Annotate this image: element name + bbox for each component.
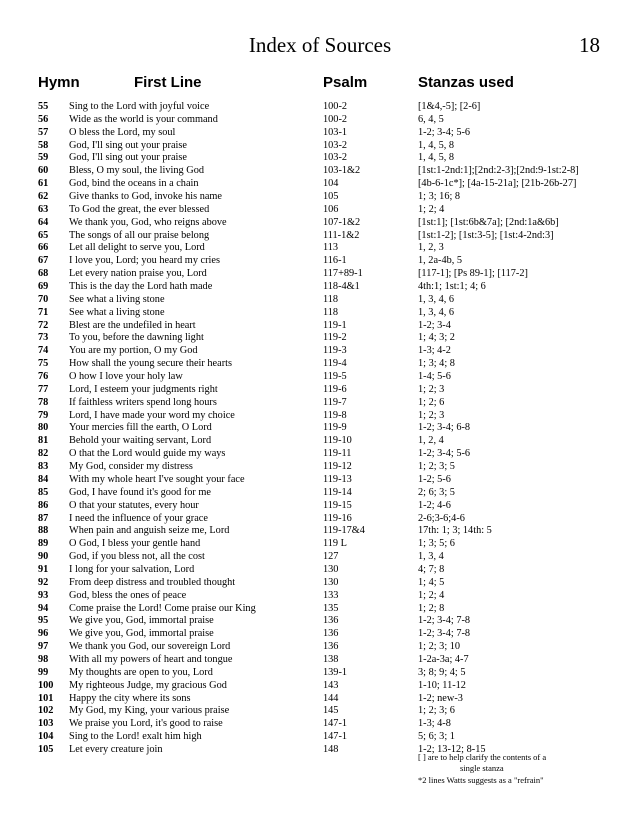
psalm-ref: 119-14	[323, 486, 352, 498]
table-row	[0, 165, 640, 178]
hymn-number: 68	[38, 268, 49, 280]
table-row	[0, 513, 640, 526]
psalm-ref: 103-2	[323, 152, 348, 164]
psalm-ref: 147-1	[323, 731, 348, 743]
first-line: I long for your salvation, Lord	[69, 563, 195, 575]
first-line: With all my powers of heart and tongue	[69, 653, 233, 665]
hymn-number: 70	[38, 293, 49, 305]
hymn-number: 101	[38, 692, 54, 704]
first-line: God, I'll sing out your praise	[69, 139, 187, 151]
table-row	[0, 461, 640, 474]
stanzas-used: 1-2; 3-4	[418, 319, 451, 331]
first-line: God, I have found it's good for me	[69, 486, 211, 498]
table-row	[0, 332, 640, 345]
table-row	[0, 487, 640, 500]
psalm-ref: 119-11	[323, 448, 352, 460]
table-row	[0, 435, 640, 448]
hymn-number: 97	[38, 641, 49, 653]
psalm-ref: 145	[323, 705, 339, 717]
first-line: To God the great, the ever blessed	[69, 203, 210, 215]
psalm-ref: 119-7	[323, 396, 347, 408]
table-row	[0, 101, 640, 114]
first-line: I love you, Lord; you heard my cries	[69, 255, 220, 267]
stanzas-used: 1-2a-3a; 4-7	[418, 653, 469, 665]
table-row	[0, 500, 640, 513]
psalm-ref: 119-10	[323, 435, 352, 447]
stanzas-used: 1; 2; 8	[418, 602, 445, 614]
index-table	[0, 101, 640, 757]
table-row	[0, 230, 640, 243]
table-row	[0, 654, 640, 667]
first-line: O that the Lord would guide my ways	[69, 448, 226, 460]
psalm-ref: 119-4	[323, 358, 347, 370]
first-line: My God, my King, your various praise	[69, 705, 230, 717]
first-line: From deep distress and troubled thought	[69, 576, 236, 588]
first-line: Give thanks to God, invoke his name	[69, 191, 223, 203]
psalm-ref: 119-12	[323, 461, 352, 473]
psalm-ref: 148	[323, 743, 339, 755]
stanzas-used: [4b-6-1c*]; [4a-15-21a]; [21b-26b-27]	[418, 178, 577, 190]
first-line: Lord, I have made your word my choice	[69, 409, 235, 421]
stanzas-used: [1st:1-2]; [1st:3-5]; [1st:4-2nd:3]	[418, 229, 554, 241]
psalm-ref: 136	[323, 628, 339, 640]
first-line: My righteous Judge, my gracious God	[69, 679, 227, 691]
first-line: God, bind the oceans in a chain	[69, 178, 199, 190]
stanzas-used: 4th:1; 1st:1; 4; 6	[418, 281, 486, 293]
stanzas-used: 1, 3, 4	[418, 551, 444, 563]
hymn-number: 100	[38, 679, 54, 691]
stanzas-used: 1; 3; 5; 6	[418, 538, 455, 550]
hymn-number: 99	[38, 666, 49, 678]
hymn-number: 62	[38, 191, 49, 203]
psalm-ref: 100-2	[323, 113, 348, 125]
table-row	[0, 152, 640, 165]
table-row	[0, 693, 640, 706]
first-line: With my whole heart I've sought your face	[69, 473, 245, 485]
stanzas-used: 1, 4, 5, 8	[418, 152, 455, 164]
psalm-ref: 127	[323, 551, 339, 563]
hymn-number: 104	[38, 731, 54, 743]
stanzas-used: 1-2; new-3	[418, 692, 463, 704]
hymn-number: 64	[38, 216, 49, 228]
first-line: If faithless writers spend long hours	[69, 396, 217, 408]
first-line: Let every nation praise you, Lord	[69, 268, 207, 280]
first-line: Bless, O my soul, the living God	[69, 165, 205, 177]
psalm-ref: 118	[323, 306, 339, 318]
table-row	[0, 384, 640, 397]
first-line: The songs of all our praise belong	[69, 229, 210, 241]
psalm-ref: 119-17&4	[323, 525, 365, 537]
psalm-ref: 119-3	[323, 345, 347, 357]
first-line: O God, I bless your gentle hand	[69, 538, 201, 550]
first-line: We give you, God, immortal praise	[69, 628, 214, 640]
stanzas-used: [117-1]; [Ps 89-1]; [117-2]	[418, 268, 528, 280]
psalm-ref: 105	[323, 191, 339, 203]
stanzas-used: 2; 6; 3; 5	[418, 486, 455, 498]
psalm-ref: 119-8	[323, 409, 347, 421]
hymn-number: 59	[38, 152, 49, 164]
table-row	[0, 525, 640, 538]
stanzas-used: 4; 7; 8	[418, 563, 445, 575]
psalm-ref: 133	[323, 589, 339, 601]
first-line: Sing to the Lord with joyful voice	[69, 101, 210, 112]
hymn-number: 85	[38, 486, 49, 498]
table-row	[0, 680, 640, 693]
stanzas-used: 1, 2, 3	[418, 242, 444, 254]
column-header-stanzas: Stanzas used	[418, 74, 514, 91]
hymn-number: 67	[38, 255, 49, 267]
stanzas-used: 1; 3; 4; 8	[418, 358, 455, 370]
table-row	[0, 577, 640, 590]
psalm-ref: 119-1	[323, 319, 347, 331]
hymn-number: 92	[38, 576, 49, 588]
stanzas-used: 1, 2, 4	[418, 435, 444, 447]
stanzas-used: 1; 2; 4	[418, 589, 445, 601]
stanzas-used: 1; 2; 3; 6	[418, 705, 455, 717]
psalm-ref: 144	[323, 692, 339, 704]
psalm-ref: 118	[323, 293, 339, 305]
first-line: Your mercies fill the earth, O Lord	[69, 422, 212, 434]
table-row	[0, 641, 640, 654]
stanzas-used: 1; 3; 16; 8	[418, 191, 461, 203]
stanzas-used: 3; 8; 9; 4; 5	[418, 666, 466, 678]
stanzas-used: [1st:1-2nd:1];[2nd:2-3];[2nd:9-1st:2-8]	[418, 165, 579, 177]
hymn-number: 89	[38, 538, 49, 550]
first-line: Let all delight to serve you, Lord	[69, 242, 205, 254]
table-row	[0, 448, 640, 461]
hymn-number: 93	[38, 589, 49, 601]
stanzas-used: 1-2; 3-4; 5-6	[418, 448, 471, 460]
first-line: God, I'll sing out your praise	[69, 152, 187, 164]
column-header-first-line: First Line	[134, 74, 202, 91]
first-line: Wide as the world is your command	[69, 113, 218, 125]
table-row	[0, 371, 640, 384]
table-row	[0, 731, 640, 744]
psalm-ref: 119-13	[323, 473, 352, 485]
hymn-number: 87	[38, 512, 49, 524]
hymn-number: 96	[38, 628, 49, 640]
table-row	[0, 358, 640, 371]
stanzas-used: 1, 2a-4b, 5	[418, 255, 463, 267]
psalm-ref: 104	[323, 178, 339, 190]
table-row	[0, 667, 640, 680]
psalm-ref: 143	[323, 679, 339, 691]
psalm-ref: 116-1	[323, 255, 347, 267]
first-line: We praise you Lord, it's good to raise	[69, 718, 223, 730]
psalm-ref: 119-15	[323, 499, 352, 511]
hymn-number: 76	[38, 371, 49, 383]
psalm-ref: 103-2	[323, 139, 348, 151]
psalm-ref: 107-1&2	[323, 216, 361, 228]
table-row	[0, 268, 640, 281]
psalm-ref: 119-5	[323, 371, 347, 383]
stanzas-used: 1-4; 5-6	[418, 371, 451, 383]
first-line: Come praise the Lord! Come praise our King	[69, 602, 256, 614]
psalm-ref: 147-1	[323, 718, 348, 730]
stanzas-used: [1st:1]; [1st:6b&7a]; [2nd:1a&6b]	[418, 216, 559, 228]
hymn-number: 75	[38, 358, 49, 370]
first-line: Lord, I esteem your judgments right	[69, 383, 218, 395]
first-line: How shall the young secure their hearts	[69, 358, 232, 370]
hymn-number: 65	[38, 229, 49, 241]
psalm-ref: 103-1&2	[323, 165, 361, 177]
psalm-ref: 113	[323, 242, 339, 254]
first-line: This is the day the Lord hath made	[69, 281, 213, 293]
table-row	[0, 564, 640, 577]
first-line: Blest are the undefiled in heart	[69, 319, 196, 331]
table-row	[0, 345, 640, 358]
table-row	[0, 410, 640, 423]
hymn-number: 73	[38, 332, 49, 344]
first-line: God, if you bless not, all the cost	[69, 551, 205, 563]
stanzas-used: 1-3; 4-2	[418, 345, 451, 357]
stanzas-used: 1; 2; 3; 10	[418, 641, 461, 653]
footnote-brackets: [ ] are to help clarify the contents of a	[418, 752, 547, 762]
table-row	[0, 705, 640, 718]
first-line: We thank you God, our sovereign Lord	[69, 641, 231, 653]
stanzas-used: 17th: 1; 3; 14th: 5	[418, 525, 492, 537]
table-row	[0, 255, 640, 268]
table-row	[0, 281, 640, 294]
stanzas-used: 6, 4, 5	[418, 113, 444, 125]
hymn-number: 103	[38, 718, 54, 730]
first-line: See what a living stone	[69, 306, 165, 318]
table-row	[0, 422, 640, 435]
hymn-number: 98	[38, 653, 49, 665]
psalm-ref: 117+89-1	[323, 268, 363, 280]
hymn-number: 83	[38, 461, 49, 473]
table-row	[0, 204, 640, 217]
stanzas-used: 1, 3, 4, 6	[418, 306, 455, 318]
hymn-number: 91	[38, 563, 49, 575]
stanzas-used: 1; 4; 3; 2	[418, 332, 455, 344]
first-line: O bless the Lord, my soul	[69, 126, 176, 138]
hymn-number: 72	[38, 319, 49, 331]
hymn-number: 63	[38, 203, 49, 215]
first-line: My thoughts are open to you, Lord	[69, 666, 213, 678]
stanzas-used: 1-2; 3-4; 7-8	[418, 628, 471, 640]
stanzas-used: 1; 2; 3; 5	[418, 461, 455, 473]
table-row	[0, 397, 640, 410]
stanzas-used: 1; 2; 6	[418, 396, 445, 408]
first-line: Let every creature join	[69, 743, 163, 755]
stanzas-used: 1-2; 3-4; 5-6	[418, 126, 471, 138]
page-title: Index of Sources	[248, 33, 392, 57]
table-row	[0, 538, 640, 551]
psalm-ref: 119-2	[323, 332, 347, 344]
psalm-ref: 136	[323, 641, 339, 653]
footnote-brackets-cont: single stanza	[460, 763, 504, 773]
table-row	[0, 242, 640, 255]
first-line: I need the influence of your grace	[69, 512, 208, 524]
psalm-ref: 135	[323, 602, 339, 614]
hymn-number: 102	[38, 705, 54, 717]
table-row	[0, 127, 640, 140]
table-row	[0, 603, 640, 616]
table-row	[0, 114, 640, 127]
first-line: Happy the city where its sons	[69, 692, 191, 704]
psalm-ref: 136	[323, 615, 339, 627]
stanzas-used: 1; 2; 4	[418, 203, 445, 215]
stanzas-used: 1; 4; 5	[418, 576, 445, 588]
hymn-number: 61	[38, 178, 49, 190]
hymn-number: 81	[38, 435, 49, 447]
hymn-number: 80	[38, 422, 49, 434]
hymn-number: 77	[38, 383, 49, 395]
hymn-number: 78	[38, 396, 49, 408]
hymn-number: 60	[38, 165, 49, 177]
hymn-number: 82	[38, 448, 49, 460]
stanzas-used: 1; 2; 3	[418, 409, 445, 421]
psalm-ref: 119 L	[323, 538, 347, 550]
hymn-number: 58	[38, 139, 49, 151]
table-row	[0, 140, 640, 153]
hymn-number: 79	[38, 409, 49, 421]
hymn-number: 88	[38, 525, 49, 537]
psalm-ref: 130	[323, 563, 339, 575]
table-row	[0, 294, 640, 307]
hymn-number: 95	[38, 615, 49, 627]
first-line: My God, consider my distress	[69, 461, 193, 473]
hymn-number: 90	[38, 551, 49, 563]
table-row	[0, 615, 640, 628]
psalm-ref: 103-1	[323, 126, 348, 138]
table-row	[0, 474, 640, 487]
table-row	[0, 191, 640, 204]
hymn-number: 57	[38, 126, 49, 138]
psalm-ref: 119-16	[323, 512, 352, 524]
psalm-ref: 106	[323, 203, 339, 215]
psalm-ref: 119-9	[323, 422, 347, 434]
hymn-number: 84	[38, 473, 49, 485]
table-row	[0, 217, 640, 230]
table-row	[0, 551, 640, 564]
first-line: Behold your waiting servant, Lord	[69, 435, 212, 447]
column-header-hymn: Hymn	[38, 74, 80, 91]
stanzas-used: [1&4,-5]; [2-6]	[418, 101, 481, 112]
psalm-ref: 130	[323, 576, 339, 588]
stanzas-used: 1-2; 5-6	[418, 473, 451, 485]
stanzas-used: 1-10; 11-12	[418, 679, 466, 691]
first-line: God, bless the ones of peace	[69, 589, 187, 601]
psalm-ref: 119-6	[323, 383, 347, 395]
hymn-number: 94	[38, 602, 49, 614]
psalm-ref: 139-1	[323, 666, 348, 678]
first-line: Sing to the Lord! exalt him high	[69, 731, 202, 743]
first-line: To you, before the dawning light	[69, 332, 204, 344]
hymn-number: 66	[38, 242, 49, 254]
hymn-number: 56	[38, 113, 49, 125]
hymn-number: 105	[38, 743, 54, 755]
table-row	[0, 590, 640, 603]
stanzas-used: 1-2; 13-12; 8-15	[418, 743, 486, 755]
table-row	[0, 718, 640, 731]
table-row	[0, 178, 640, 191]
stanzas-used: 1; 2; 3	[418, 383, 445, 395]
hymn-number: 55	[38, 101, 49, 112]
stanzas-used: 1, 4, 5, 8	[418, 139, 455, 151]
table-row	[0, 320, 640, 333]
stanzas-used: 1-2; 3-4; 6-8	[418, 422, 471, 434]
first-line: We give you, God, immortal praise	[69, 615, 214, 627]
table-row	[0, 628, 640, 641]
stanzas-used: 1, 3, 4, 6	[418, 293, 455, 305]
first-line: See what a living stone	[69, 293, 165, 305]
psalm-ref: 100-2	[323, 101, 348, 112]
first-line: When pain and anguish seize me, Lord	[69, 525, 230, 537]
hymn-number: 74	[38, 345, 49, 357]
hymn-number: 71	[38, 306, 49, 318]
column-header-psalm: Psalm	[323, 74, 368, 91]
stanzas-used: 2-6;3-6;4-6	[418, 512, 465, 524]
first-line: O how I love your holy law	[69, 371, 183, 383]
first-line: We thank you, God, who reigns above	[69, 216, 227, 228]
stanzas-used: 1-2; 3-4; 7-8	[418, 615, 471, 627]
first-line: O that your statutes, every hour	[69, 499, 199, 511]
first-line: You are my portion, O my God	[69, 345, 198, 357]
stanzas-used: 1-3; 4-8	[418, 718, 451, 730]
stanzas-used: 5; 6; 3; 1	[418, 731, 455, 743]
psalm-ref: 111-1&2	[323, 229, 360, 241]
footnote-refrain: *2 lines Watts suggests as a "refrain"	[418, 775, 544, 785]
hymn-number: 69	[38, 281, 49, 293]
hymn-number: 86	[38, 499, 49, 511]
psalm-ref: 118-4&1	[323, 281, 360, 293]
stanzas-used: 1-2; 4-6	[418, 499, 451, 511]
page-number: 18	[579, 33, 600, 57]
psalm-ref: 138	[323, 653, 339, 665]
table-row	[0, 307, 640, 320]
